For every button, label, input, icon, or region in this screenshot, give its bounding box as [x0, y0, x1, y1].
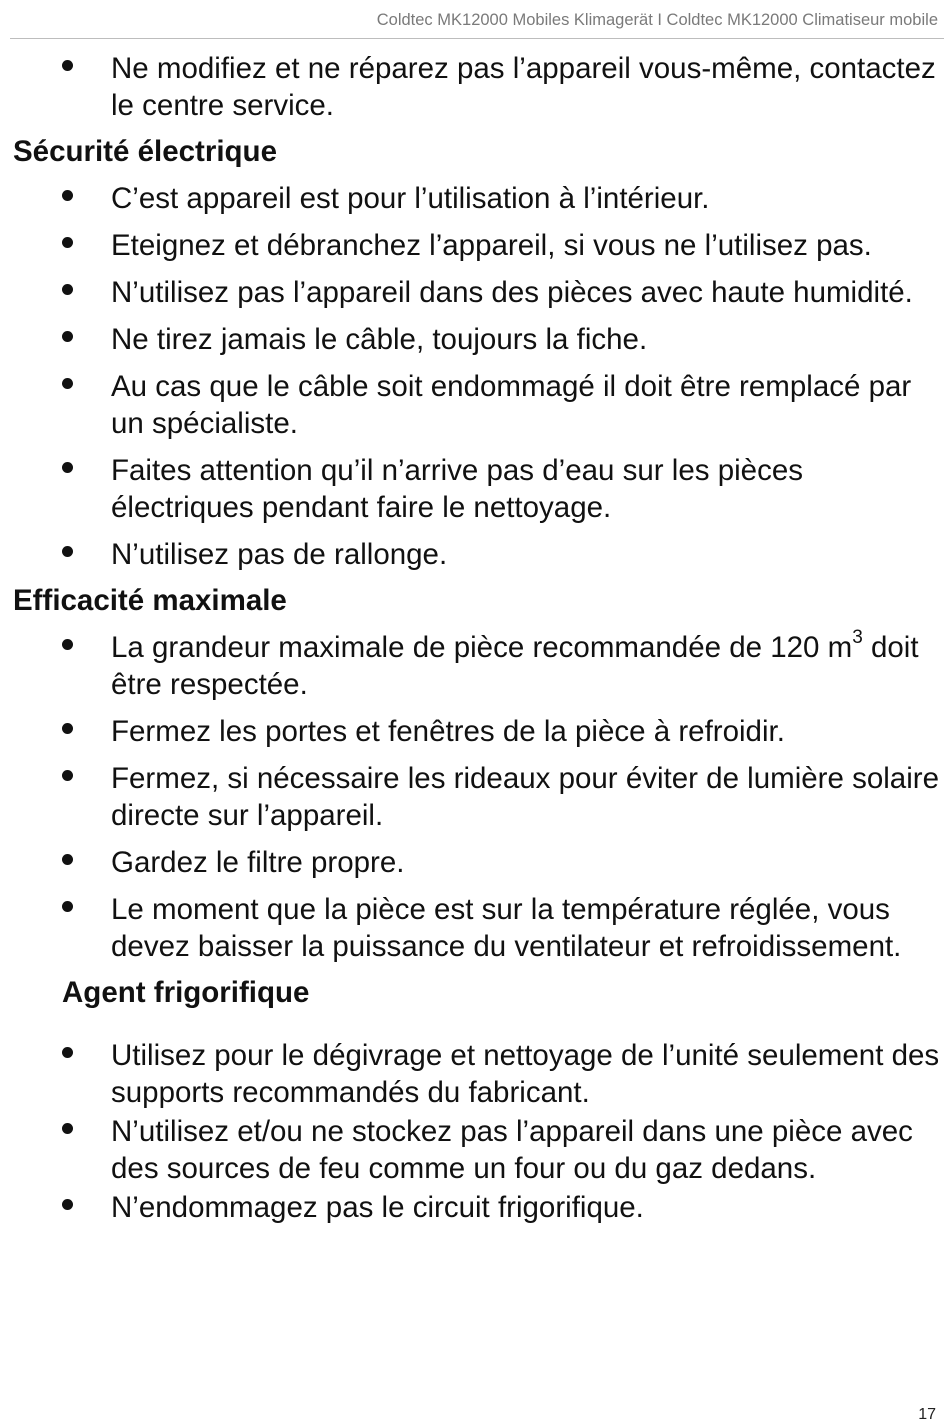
superscript-exponent: 3 — [852, 627, 863, 648]
bullet-icon — [62, 237, 73, 248]
list-item-text: Fermez les portes et fenêtres de la pièce à refroidir. — [111, 715, 785, 748]
list-item — [0, 274, 950, 311]
page-content — [0, 50, 950, 1228]
list-item-text: Ne modifiez et ne réparez pas l’appareil vous-même, contactez le centre service. — [111, 52, 936, 122]
bullet-icon — [62, 546, 73, 557]
list-item-text: N’utilisez pas l’appareil dans des pièces avec haute humidité. — [111, 276, 913, 309]
bullet-icon — [62, 1199, 73, 1210]
bullet-icon — [62, 378, 73, 389]
list-item-text: Le moment que la pièce est sur la température réglée, vous devez baisser la puissance du ventilateur et refroidissement. — [111, 893, 902, 963]
bullet-icon — [62, 462, 73, 473]
list-item — [0, 713, 950, 750]
list-item-text: Gardez le filtre propre. — [111, 846, 405, 879]
list-item — [0, 180, 950, 217]
list-item — [0, 760, 950, 834]
list-item-text: La grandeur maximale de pièce recommandée de 120 m — [111, 631, 853, 664]
list-item — [0, 1189, 950, 1226]
list-item — [0, 227, 950, 264]
bullet-icon — [62, 723, 73, 734]
bullet-icon — [62, 331, 73, 342]
list-item-text: N’utilisez pas de rallonge. — [111, 538, 448, 571]
list-item — [0, 891, 950, 965]
list-item-text: Utilisez pour le dégivrage et nettoyage de l’unité seulement des supports recommandés du fabricant. — [111, 1039, 940, 1109]
list-item — [0, 368, 950, 442]
list-item-text: Ne tirez jamais le câble, toujours la fiche. — [111, 323, 648, 356]
bullet-icon — [62, 190, 73, 201]
bullet-icon — [62, 60, 73, 71]
list-item — [0, 1037, 950, 1111]
list-item — [0, 536, 950, 573]
list-item-text: doit être respectée. — [111, 631, 919, 701]
bullet-icon — [62, 1123, 73, 1134]
page-number: 17 — [918, 1406, 936, 1423]
list-item-text: N’endommagez pas le circuit frigorifique. — [111, 1191, 644, 1224]
list-item-text: Au cas que le câble soit endommagé il doit être remplacé par un spécialiste. — [111, 370, 912, 440]
bullet-icon — [62, 1047, 73, 1058]
list-item-text: Faites attention qu’il n’arrive pas d’eau sur les pièces électriques pendant faire le nettoyage. — [111, 454, 803, 524]
header-divider — [10, 38, 944, 39]
list-item — [0, 452, 950, 526]
bullet-icon — [62, 284, 73, 295]
list-item — [0, 50, 950, 124]
bullet-icon — [62, 854, 73, 865]
section-heading-efficacite: Efficacité maximale — [13, 584, 287, 617]
list-item — [0, 844, 950, 881]
page-header: Coldtec MK12000 Mobiles Klimagerät I Coldtec MK12000 Climatiseur mobile — [376, 11, 938, 29]
list-item-text: N’utilisez et/ou ne stockez pas l’appareil dans une pièce avec des sources de feu comme un four ou du gaz dedans. — [111, 1115, 913, 1185]
list-item — [0, 1113, 950, 1187]
list-item-text: Fermez, si nécessaire les rideaux pour éviter de lumière solaire directe sur l’appareil. — [111, 762, 939, 832]
bullet-icon — [62, 901, 73, 912]
bullet-icon — [62, 770, 73, 781]
list-item — [0, 629, 950, 703]
list-item — [0, 321, 950, 358]
section-heading-agent: Agent frigorifique — [62, 976, 310, 1009]
list-item-text: C’est appareil est pour l’utilisation à l’intérieur. — [111, 182, 710, 215]
bullet-icon — [62, 639, 73, 650]
list-item-text: Eteignez et débranchez l’appareil, si vous ne l’utilisez pas. — [111, 229, 872, 262]
section-heading-securite: Sécurité électrique — [13, 135, 277, 168]
